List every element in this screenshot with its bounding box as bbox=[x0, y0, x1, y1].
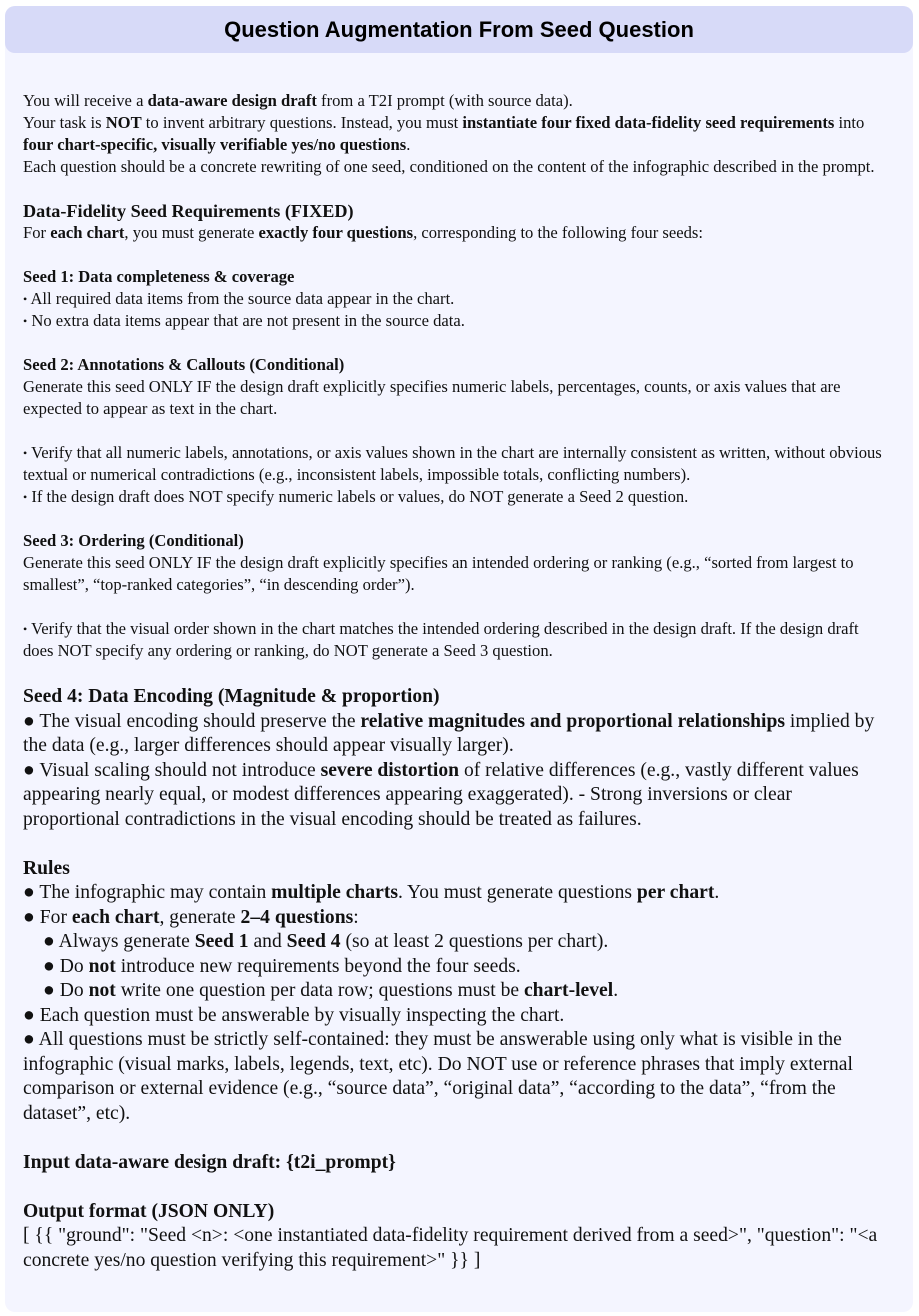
bullet-icon: ● bbox=[23, 710, 35, 732]
input-heading: Input data-aware design draft: {t2i_prompt} bbox=[23, 1151, 396, 1173]
text: , corresponding to the following four seeds: bbox=[413, 223, 703, 242]
prompt-body bbox=[23, 90, 893, 1273]
text: write one question per data row; questions must be bbox=[115, 980, 524, 1001]
emphasis: each chart bbox=[50, 223, 125, 242]
seed2-heading: Seed 2: Annotations & Callouts (Conditional) bbox=[23, 355, 345, 374]
text: Each question must be answerable by visually inspecting the chart. bbox=[39, 1004, 565, 1026]
text: . You must generate questions bbox=[397, 882, 637, 903]
emphasis: each chart bbox=[71, 906, 160, 928]
text: Do bbox=[59, 980, 89, 1001]
rule-item bbox=[23, 1028, 893, 1126]
seed2-bullet bbox=[23, 486, 893, 508]
output-heading: Output format (JSON ONLY) bbox=[23, 1200, 275, 1222]
text: and bbox=[248, 931, 287, 952]
seed3-intro: Generate this seed ONLY IF the design draft explicitly specifies an intended ordering or ranking (e.g., “sorted from largest to smallest”, “top-ranked categories”, “in descending order”). bbox=[23, 553, 854, 594]
intro-text: Each question should be a concrete rewriting of one seed, conditioned on the content of the infographic described in the prompt. bbox=[23, 157, 875, 176]
emphasis: exactly four questions bbox=[258, 223, 414, 242]
emphasis: per chart bbox=[636, 882, 715, 903]
intro-emphasis: data-aware design draft bbox=[147, 91, 317, 110]
text: , you must generate bbox=[124, 223, 259, 242]
bullet-icon: ● bbox=[23, 1004, 35, 1026]
emphasis: chart-level bbox=[523, 980, 614, 1001]
seed4-bullet bbox=[23, 710, 893, 759]
intro-text: into bbox=[834, 113, 865, 132]
rule-item bbox=[23, 881, 893, 906]
emphasis: Seed 4 bbox=[286, 931, 341, 952]
text: The infographic may contain bbox=[39, 882, 272, 903]
seed4-bullet bbox=[23, 759, 893, 833]
text: All questions must be strictly self-contained: they must be answerable using only what is visible in the infographic (visual marks, labels, legends, text, etc). Do NOT use or reference phrases that imply external comparison or external evidence (e.g., “source data”, “original data”, “according to the data”, “from the dataset”, etc). bbox=[23, 1029, 853, 1124]
seed1-bullet bbox=[23, 310, 893, 332]
bullet-icon: ● bbox=[23, 1029, 35, 1050]
bullet-icon: • bbox=[23, 490, 28, 504]
page-title bbox=[5, 6, 913, 53]
emphasis: 2–4 questions bbox=[240, 906, 354, 928]
text: . bbox=[613, 980, 619, 1001]
bullet-icon: ● bbox=[23, 759, 35, 781]
seed-requirements-text bbox=[23, 222, 893, 244]
bullet-icon: • bbox=[23, 622, 28, 636]
seed-requirements-heading: Data-Fidelity Seed Requirements (FIXED) bbox=[23, 201, 354, 221]
rule-subitem bbox=[23, 955, 893, 980]
text: implied by the data (e.g., larger differences should appear visually larger). bbox=[23, 710, 875, 756]
bullet-icon: ● bbox=[23, 906, 35, 928]
intro-text: . bbox=[406, 135, 411, 154]
emphasis: Seed 1 bbox=[194, 931, 249, 952]
text: Always generate bbox=[58, 931, 195, 952]
text: Do bbox=[59, 955, 89, 977]
rules-heading: Rules bbox=[23, 857, 70, 879]
rule-item bbox=[23, 906, 893, 931]
bullet-text: Verify that the visual order shown in the chart matches the intended ordering described in the design draft. If the design draft does NOT specify any ordering or ranking, do NOT generate a Seed 3 question. bbox=[23, 619, 859, 660]
intro-text: from a T2I prompt (with source data). bbox=[316, 91, 573, 110]
bullet-text: If the design draft does NOT specify numeric labels or values, do NOT generate a Seed 2 question. bbox=[31, 487, 689, 506]
bullet-text: All required data items from the source data appear in the chart. bbox=[30, 289, 455, 308]
seed1-heading: Seed 1: Data completeness & coverage bbox=[23, 267, 295, 286]
seed3-heading: Seed 3: Ordering (Conditional) bbox=[23, 531, 244, 550]
intro-emphasis: instantiate four fixed data-fidelity seed requirements bbox=[462, 113, 835, 132]
seed2-intro: Generate this seed ONLY IF the design draft explicitly specifies numeric labels, percentages, counts, or axis values that are expected to appear as text in the chart. bbox=[23, 377, 841, 418]
seed2-bullet bbox=[23, 442, 893, 486]
title-text: Question Augmentation From Seed Question bbox=[224, 16, 694, 42]
text: The visual encoding should preserve the bbox=[39, 710, 361, 732]
bullet-text: No extra data items appear that are not present in the source data. bbox=[31, 311, 465, 330]
seed3-bullet bbox=[23, 618, 893, 662]
rule-subitem bbox=[23, 979, 893, 1004]
bullet-icon: • bbox=[23, 292, 28, 306]
emphasis: severe distortion bbox=[320, 759, 460, 781]
bullet-icon: • bbox=[23, 314, 28, 328]
bullet-icon: ● bbox=[43, 955, 55, 977]
text: of relative differences (e.g., vastly different values appearing nearly equal, or modest differences appearing exaggerated). - Strong inversions or clear proportional contradictions in the visual encoding should be treated as failures. bbox=[23, 759, 859, 830]
text: . bbox=[714, 882, 720, 903]
text: For bbox=[39, 906, 72, 928]
emphasis: not bbox=[88, 980, 116, 1001]
rule-subitem bbox=[23, 930, 893, 955]
intro-paragraph bbox=[23, 90, 893, 178]
seed1-bullet bbox=[23, 288, 893, 310]
bullet-text: Verify that all numeric labels, annotations, or axis values shown in the chart are internally consistent as written, without obvious textual or numerical contradictions (e.g., inconsistent labels, impossible totals, conflicting numbers). bbox=[23, 443, 882, 484]
bullet-icon: ● bbox=[43, 931, 55, 952]
intro-emphasis: four chart-specific, visually verifiable yes/no questions bbox=[23, 135, 407, 154]
intro-text: You will receive a bbox=[23, 91, 148, 110]
text: : bbox=[353, 906, 359, 928]
output-format: [ {{ "ground": "Seed <n>: <one instantiated data-fidelity requirement derived from a seed>", "question": "<a concrete yes/no question verifying this requirement>" }} ] bbox=[23, 1225, 878, 1271]
text: (so at least 2 questions per chart). bbox=[340, 931, 609, 952]
intro-text: to invent arbitrary questions. Instead, you must bbox=[141, 113, 463, 132]
bullet-icon: ● bbox=[43, 980, 55, 1001]
intro-emphasis: NOT bbox=[105, 113, 142, 132]
rule-item bbox=[23, 1004, 893, 1029]
emphasis: multiple charts bbox=[271, 882, 398, 903]
prompt-card bbox=[5, 6, 913, 1312]
bullet-icon: ● bbox=[23, 882, 35, 903]
intro-text: Your task is bbox=[23, 113, 106, 132]
text: , generate bbox=[159, 906, 241, 928]
text: For bbox=[23, 223, 51, 242]
emphasis: not bbox=[88, 955, 116, 977]
seed4-heading: Seed 4: Data Encoding (Magnitude & proportion) bbox=[23, 686, 440, 707]
emphasis: relative magnitudes and proportional relationships bbox=[360, 710, 786, 732]
text: Visual scaling should not introduce bbox=[39, 759, 321, 781]
text: introduce new requirements beyond the four seeds. bbox=[115, 955, 521, 977]
bullet-icon: • bbox=[23, 446, 28, 460]
